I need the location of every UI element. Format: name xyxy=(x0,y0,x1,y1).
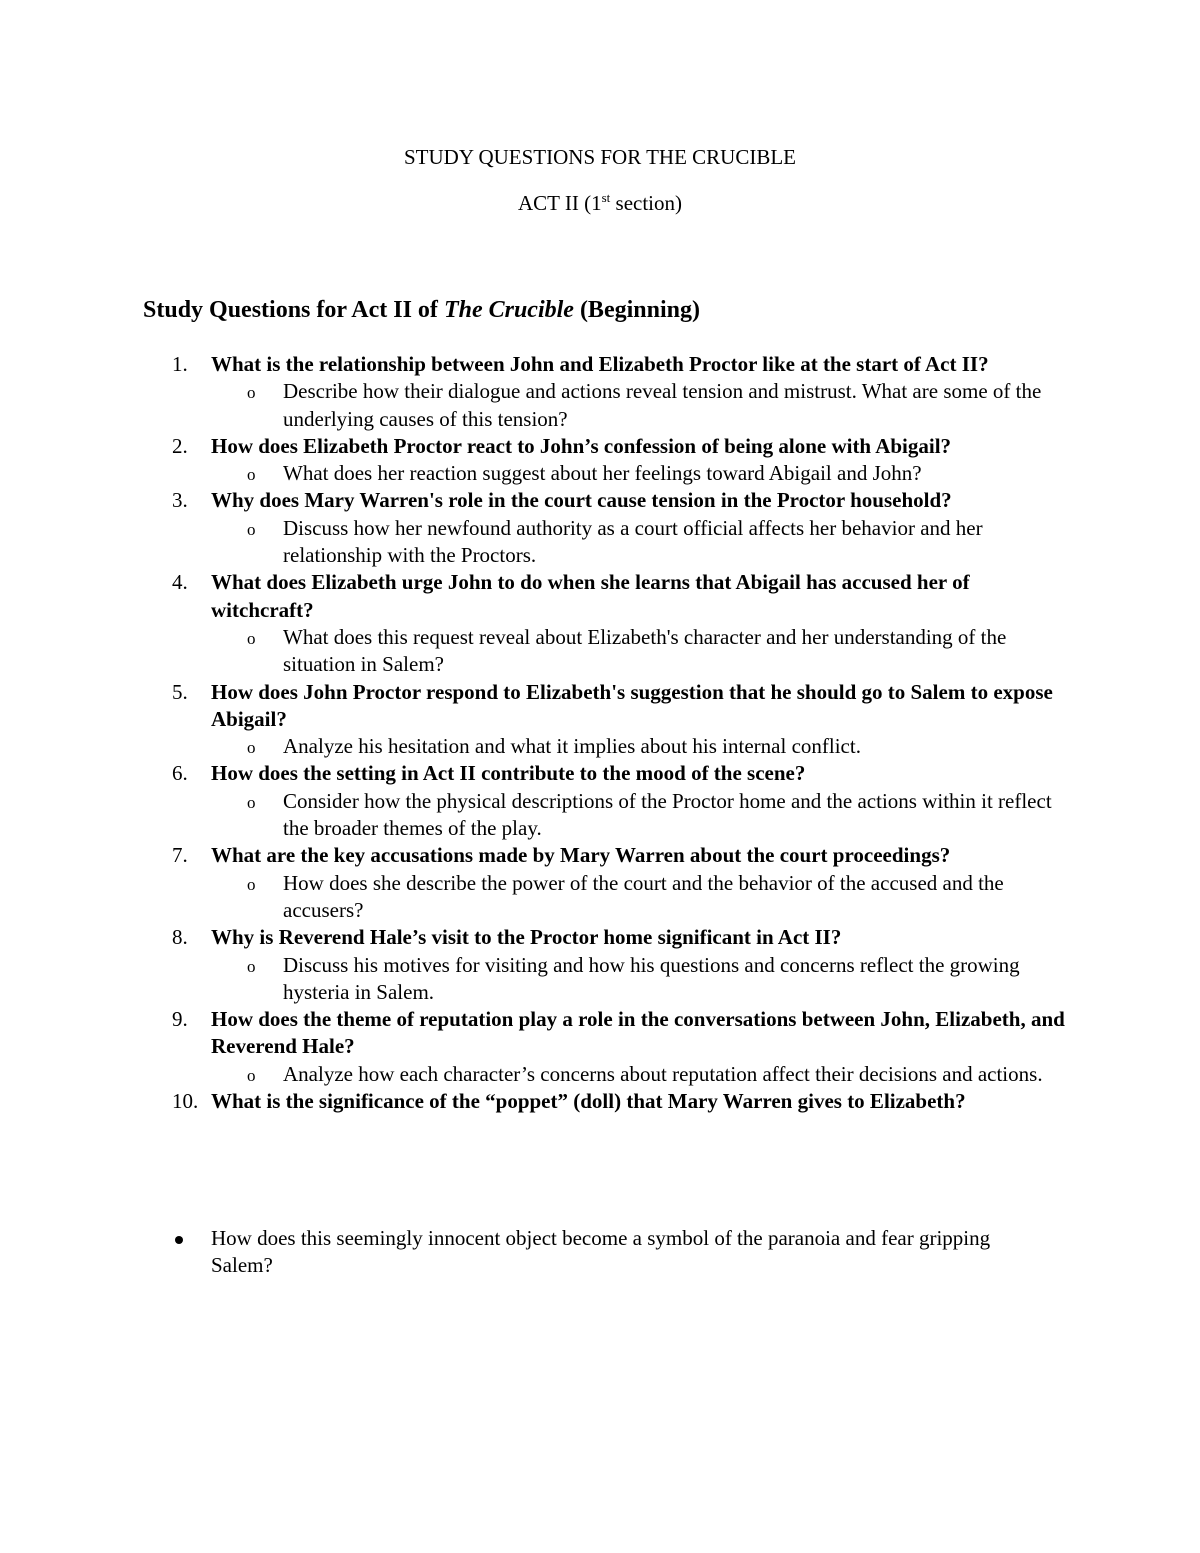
sub-question xyxy=(247,733,1073,760)
document-title: STUDY QUESTIONS FOR THE CRUCIBLE xyxy=(403,145,797,169)
sub-question-text: Describe how their dialogue and actions reveal tension and mistrust. What are some of the underlying causes of this tension? xyxy=(283,379,1042,431)
question-number: 9. xyxy=(172,1007,188,1032)
question-text: How does Elizabeth Proctor react to John’s confession of being alone with Abigail? xyxy=(211,433,952,458)
question-text: Why is Reverend Hale’s visit to the Proctor home significant in Act II? xyxy=(211,925,842,950)
sub-bullet-marker: o xyxy=(247,628,256,648)
question-number: 6. xyxy=(172,761,188,786)
sub-bullet-marker: o xyxy=(247,874,256,894)
question-list xyxy=(0,351,1200,1115)
question-number: 8. xyxy=(172,925,188,950)
sub-question-text: Discuss how her newfound authority as a court official affects her behavior and her relationship with the Proctors. xyxy=(283,515,983,568)
question-text: How does the setting in Act II contribute to the mood of the scene? xyxy=(211,761,806,786)
question-item-7 xyxy=(0,842,1200,924)
question-text: How does the theme of reputation play a role in the conversations between John, Elizabeth, and Reverend Hale? xyxy=(211,1007,1065,1059)
sub-bullet-marker: o xyxy=(247,1065,256,1085)
sub-question-text: Analyze his hesitation and what it implies about his internal conflict. xyxy=(283,734,861,759)
sub-question-text: What does this request reveal about Elizabeth's character and her understanding of the situation in Salem? xyxy=(283,624,1007,677)
question-item-5 xyxy=(0,679,1200,761)
bullet-item xyxy=(0,1225,1200,1280)
sub-question xyxy=(247,378,1073,433)
sub-question xyxy=(247,624,1073,679)
question-number: 1. xyxy=(172,352,188,376)
sub-bullet-marker: o xyxy=(247,383,256,403)
question-item-9 xyxy=(0,1006,1200,1088)
sub-question xyxy=(247,870,1073,925)
bullet-dot-icon xyxy=(175,1236,183,1244)
subtitle-prefix: ACT II (1 xyxy=(517,191,602,215)
question-text: How does John Proctor respond to Elizabeth's suggestion that he should go to Salem to expose Abigail? xyxy=(211,679,1053,731)
sub-question xyxy=(247,460,1073,487)
sub-bullet-marker: o xyxy=(247,792,256,812)
question-item-2 xyxy=(0,433,1200,488)
question-text: What does Elizabeth urge John to do when she learns that Abigail has accused her of witchcraft? xyxy=(211,570,970,622)
heading-prefix: Study Questions for Act II of xyxy=(143,297,444,323)
sub-bullet-marker: o xyxy=(247,738,256,758)
heading-suffix: (Beginning) xyxy=(573,297,700,323)
bullet-text: How does this seemingly innocent object become a symbol of the paranoia and fear gripping Salem? xyxy=(211,1226,991,1278)
question-number: 10. xyxy=(172,1089,199,1114)
question-item-6 xyxy=(0,760,1200,842)
sub-question-text: Consider how the physical descriptions of the Proctor home and the actions within it reflect the broader themes of the play. xyxy=(283,788,1052,841)
section-heading xyxy=(143,294,700,326)
question-item-8 xyxy=(0,924,1200,1006)
question-number: 7. xyxy=(172,843,188,868)
question-number: 3. xyxy=(172,488,188,513)
question-item-10 xyxy=(0,1088,1200,1115)
document-subtitle xyxy=(0,189,1200,217)
sub-question xyxy=(247,952,1073,1007)
sub-question-text: How does she describe the power of the court and the behavior of the accused and the accusers? xyxy=(283,870,1004,922)
sub-bullet-marker: o xyxy=(247,465,256,485)
subtitle-suffix: section) xyxy=(610,191,682,215)
question-item-4 xyxy=(0,569,1200,678)
question-text: What are the key accusations made by Mary Warren about the court proceedings? xyxy=(211,843,951,868)
sub-question xyxy=(247,788,1073,843)
sub-question xyxy=(247,515,1073,570)
question-item-3 xyxy=(0,487,1200,569)
sub-question xyxy=(247,1061,1073,1088)
question-text: Why does Mary Warren's role in the court cause tension in the Proctor household? xyxy=(211,488,952,513)
question-number: 2. xyxy=(172,433,188,458)
question-text: What is the significance of the “poppet” (doll) that Mary Warren gives to Elizabeth? xyxy=(211,1089,966,1114)
heading-play-title: The Crucible xyxy=(443,297,574,323)
sub-question-text: Discuss his motives for visiting and how his questions and concerns reflect the growing hysteria in Salem. xyxy=(283,952,1020,1004)
question-item-1 xyxy=(0,351,1200,433)
sub-bullet-marker: o xyxy=(247,956,256,976)
question-number: 5. xyxy=(172,679,188,704)
sub-question-text: Analyze how each character’s concerns about reputation affect their decisions and actions. xyxy=(283,1061,1043,1086)
question-number: 4. xyxy=(172,570,188,595)
sub-question-text: What does her reaction suggest about her feelings toward Abigail and John? xyxy=(283,461,922,486)
sub-bullet-marker: o xyxy=(247,519,256,539)
question-text: What is the relationship between John and Elizabeth Proctor like at the start of Act II? xyxy=(211,352,989,376)
subtitle-superscript: st xyxy=(601,190,611,205)
